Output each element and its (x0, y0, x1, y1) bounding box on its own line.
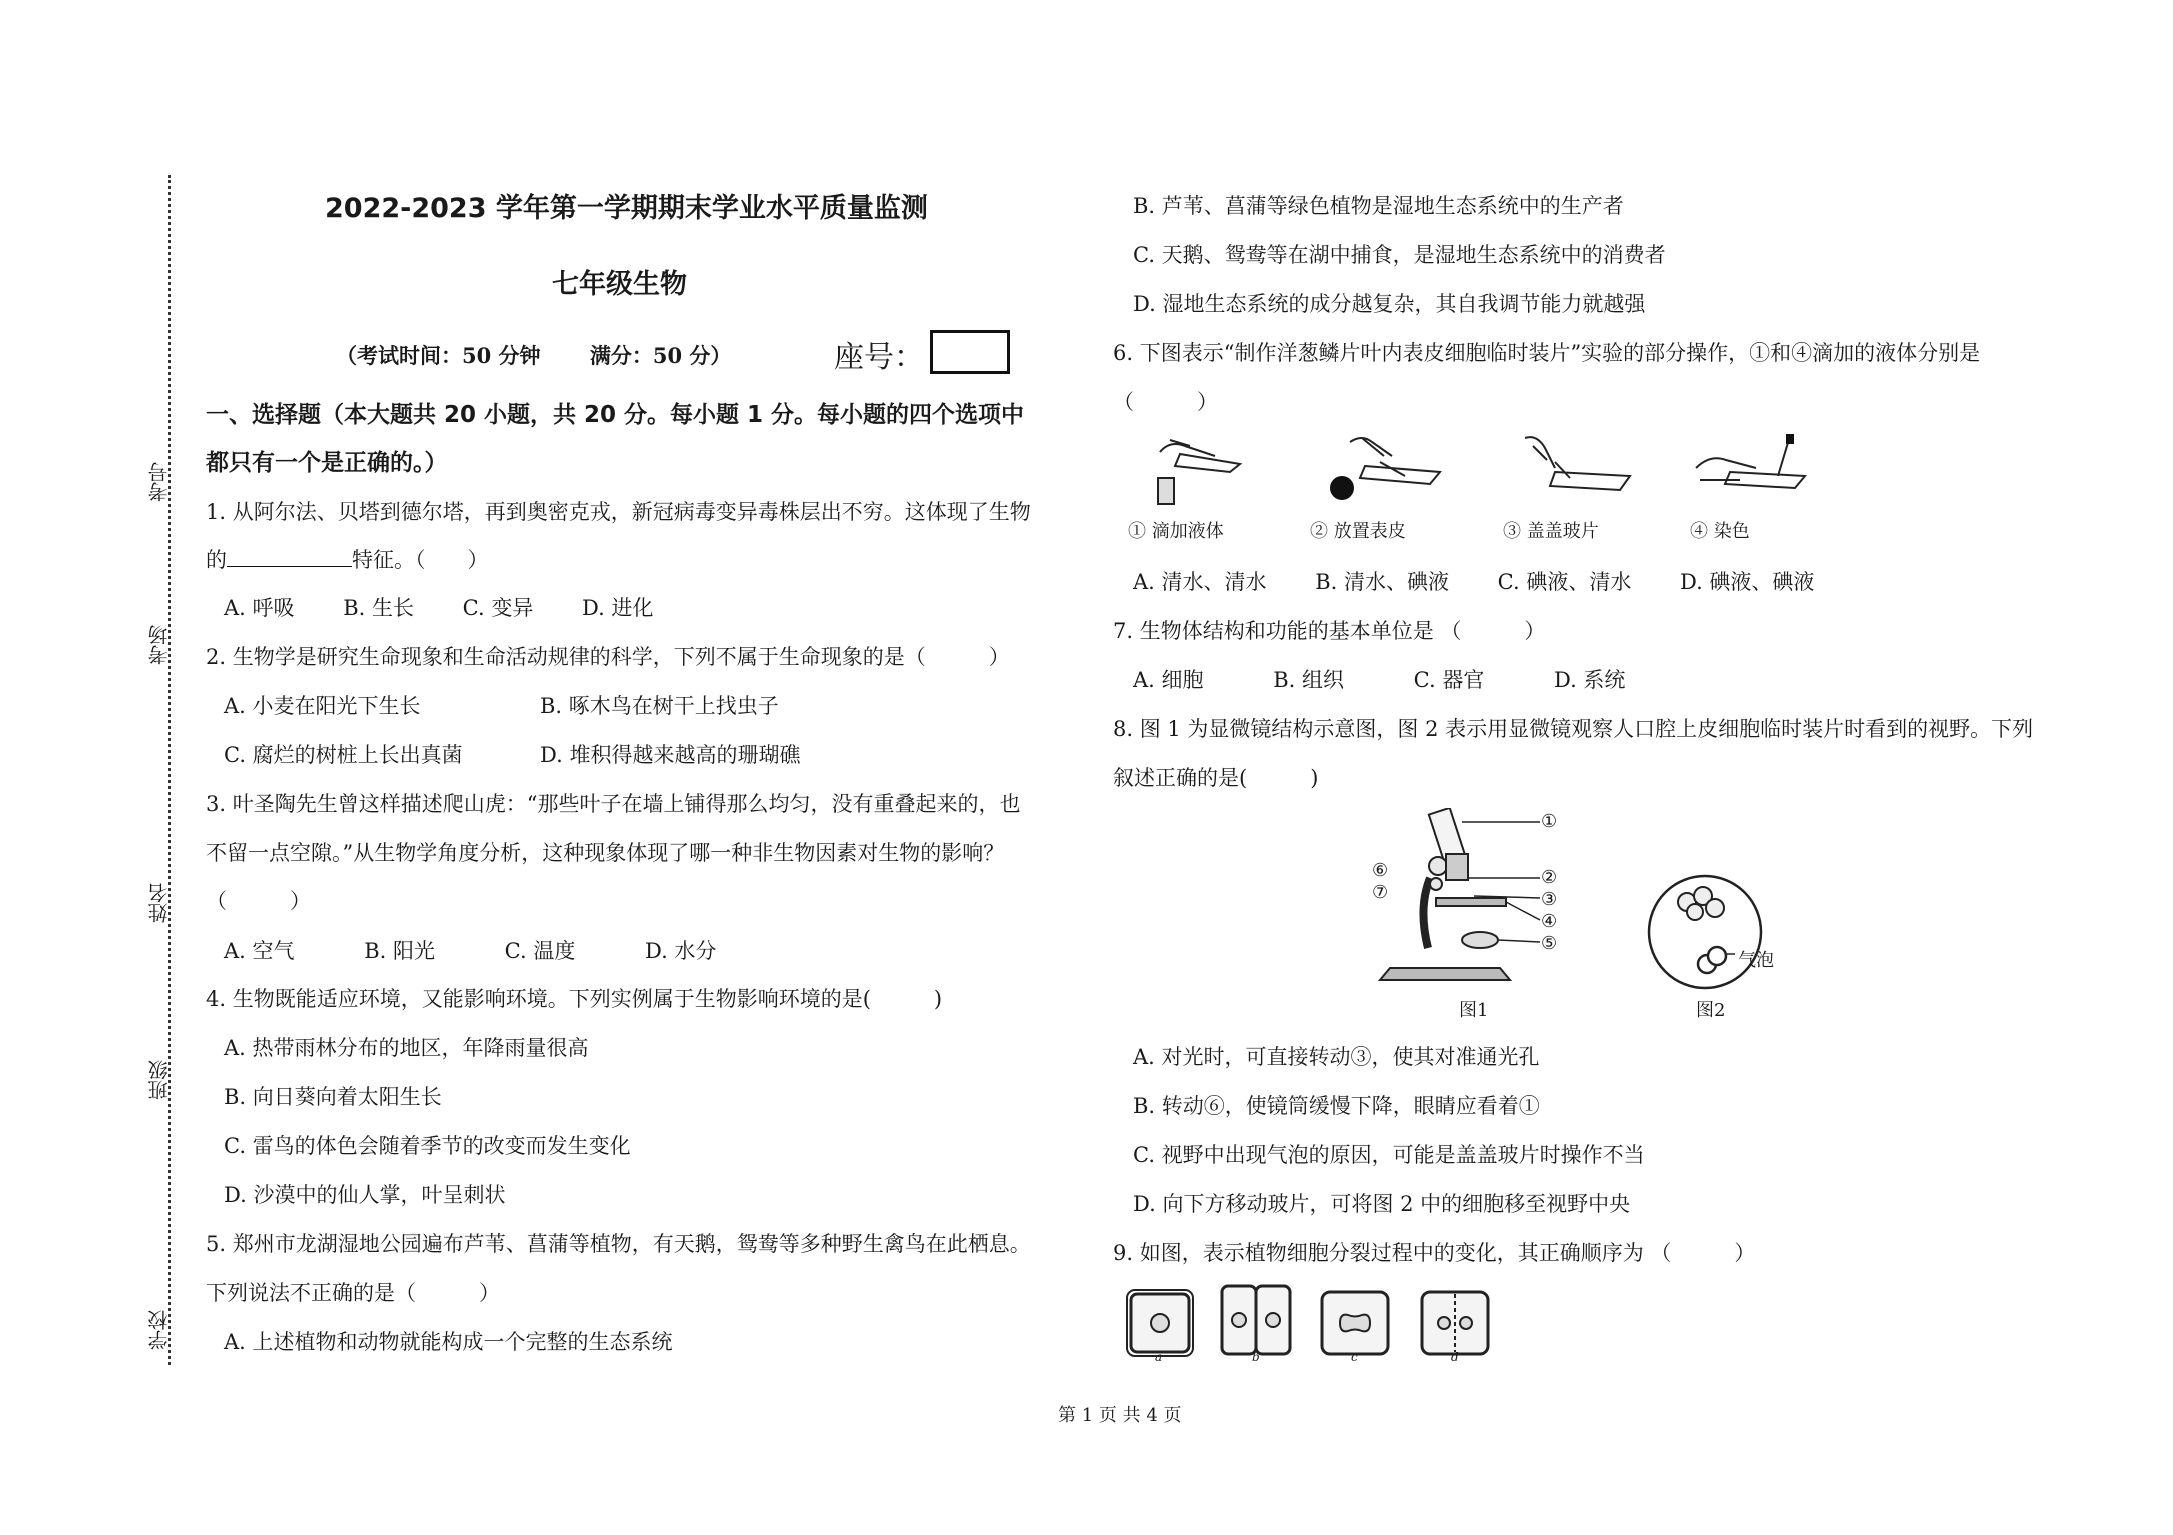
binding-label-class: 班级 (147, 1060, 171, 1100)
q5-option-b: B. 芦苇、菖蒲等绿色植物是湿地生态系统中的生产者 (1133, 194, 1624, 218)
q8-fig1-caption: 图1 (1459, 1000, 1489, 1021)
q6-fig-label-4: ④ 染色 (1690, 521, 1750, 542)
q4-option-c: C. 雷鸟的体色会随着季节的改变而发生变化 (224, 1134, 631, 1158)
binding-label-school: 学校 (147, 1310, 171, 1350)
q7-stem: 7. 生物体结构和功能的基本单位是 （ ） (1113, 619, 1546, 643)
q6-figure-drop-liquid (1140, 432, 1270, 512)
q3-line2: 不留一点空隙。”从生物学角度分析，这种现象体现了哪一种非生物因素对生物的影响？ (206, 841, 1005, 865)
q2-option-d: D. 堆积得越来越高的珊瑚礁 (540, 743, 801, 767)
q4-option-d: D. 沙漠中的仙人掌，叶呈刺状 (224, 1183, 506, 1207)
q6-fig-label-2: ② 放置表皮 (1310, 521, 1406, 542)
q6-options: A. 清水、清水 B. 清水、碘液 C. 碘液、清水 D. 碘液、碘液 (1133, 570, 1815, 594)
page-number: 第 1 页 共 4 页 (1058, 1405, 1182, 1426)
q8-part-7: ⑦ (1372, 882, 1389, 903)
q8-option-d: D. 向下方移动玻片，可将图 2 中的细胞移至视野中央 (1133, 1192, 1631, 1216)
binding-label-exam-number: 考号 (147, 462, 171, 502)
q3-line1: 3. 叶圣陶先生曾这样描述爬山虎：“那些叶子在墙上铺得那么均匀，没有重叠起来的，也 (206, 792, 1021, 816)
q8-fig2-caption: 图2 (1696, 1000, 1726, 1021)
q8-part-5: ⑤ (1541, 933, 1558, 954)
q5-option-c: C. 天鹅、鸳鸯等在湖中捕食，是湿地生态系统中的消费者 (1133, 243, 1666, 267)
binding-dotted-line (168, 175, 173, 1365)
q9-cell-d (1418, 1288, 1492, 1358)
q2-option-c: C. 腐烂的树桩上长出真菌 (224, 743, 463, 767)
q6-figure-place-epidermis (1320, 432, 1450, 512)
q1-answer-blank[interactable] (227, 546, 352, 567)
q8-microscope-diagram (1370, 808, 1570, 988)
q5-option-a: A. 上述植物和动物就能构成一个完整的生态系统 (224, 1330, 673, 1354)
q6-fig-label-3: ③ 盖盖玻片 (1503, 521, 1599, 542)
seat-number-box[interactable] (930, 330, 1010, 374)
q8-line2: 叙述正确的是( ) (1113, 766, 1319, 790)
q6-figure-stain (1690, 432, 1820, 512)
q8-field-of-view (1645, 872, 1775, 992)
binding-label-exam-room: 考场 (147, 625, 171, 665)
q8-part-4: ④ (1541, 911, 1558, 932)
section1-heading-line1: 一、选择题（本大题共 20 小题，共 20 分。每小题 1 分。每小题的四个选项中 (206, 402, 1025, 428)
q2-option-a: A. 小麦在阳光下生长 (224, 694, 421, 718)
q5-line1: 5. 郑州市龙湖湿地公园遍布芦苇、菖蒲等植物，有天鹅，鸳鸯等多种野生禽鸟在此栖息。 (206, 1232, 1031, 1256)
q9-stem: 9. 如图，表示植物细胞分裂过程中的变化，其正确顺序为 （ ） (1113, 1241, 1756, 1265)
q4-stem: 4. 生物既能适应环境，又能影响环境。下列实例属于生物影响环境的是( ) (206, 987, 943, 1011)
q7-options: A. 细胞 B. 组织 C. 器官 D. 系统 (1133, 668, 1626, 692)
q8-part-1: ① (1541, 811, 1558, 832)
q9-label-c: c (1351, 1350, 1358, 1364)
q8-part-6: ⑥ (1372, 860, 1389, 881)
q1-line2 (206, 544, 489, 574)
q8-part-2: ② (1541, 867, 1558, 888)
q9-cell-a (1125, 1288, 1195, 1358)
q4-option-a: A. 热带雨林分布的地区，年降雨量很高 (224, 1036, 589, 1060)
exam-title: 2022-2023 学年第一学期期末学业水平质量监测 (325, 193, 928, 224)
q6-fig-label-1: ① 滴加液体 (1128, 521, 1224, 542)
q8-bubble-label: 气泡 (1738, 950, 1774, 971)
subject-title: 七年级生物 (552, 269, 687, 300)
q8-line1: 8. 图 1 为显微镜结构示意图，图 2 表示用显微镜观察人口腔上皮细胞临时装片时看到的视野。下列 (1113, 717, 2034, 741)
q9-label-a: a (1155, 1350, 1163, 1364)
q8-option-c: C. 视野中出现气泡的原因，可能是盖盖玻片时操作不当 (1133, 1143, 1645, 1167)
q1-options: A. 呼吸 B. 生长 C. 变异 D. 进化 (224, 596, 654, 620)
q9-label-d: d (1451, 1350, 1459, 1364)
q3-options: A. 空气 B. 阳光 C. 温度 D. 水分 (224, 939, 717, 963)
q1-line1: 1. 从阿尔法、贝塔到德尔塔，再到奥密克戎，新冠病毒变异毒株层出不穷。这体现了生物 (206, 500, 1031, 524)
q2-stem: 2. 生物学是研究生命现象和生命活动规律的科学，下列不属于生命现象的是（ ） (206, 645, 1010, 669)
section1-heading-line2: 都只有一个是正确的。） (206, 450, 448, 476)
q9-cell-b (1218, 1280, 1294, 1360)
q6-figure-cover-slip (1515, 432, 1645, 512)
q9-label-b: b (1252, 1350, 1260, 1364)
q8-part-3: ③ (1541, 889, 1558, 910)
q5-line2: 下列说法不正确的是（ ） (206, 1281, 500, 1305)
q9-cell-c (1318, 1288, 1392, 1358)
binding-label-name: 姓名 (147, 883, 171, 923)
q2-option-b: B. 啄木鸟在树干上找虫子 (540, 694, 779, 718)
seat-label: 座号： (834, 340, 924, 375)
q8-option-a: A. 对光时，可直接转动③，使其对准通光孔 (1133, 1045, 1540, 1069)
q1-line2-post: 特征。（ ） (352, 548, 489, 572)
q5-option-d: D. 湿地生态系统的成分越复杂，其自我调节能力就越强 (1133, 292, 1646, 316)
q8-option-b: B. 转动⑥，使镜筒缓慢下降，眼睛应看着① (1133, 1094, 1540, 1118)
exam-info: （考试时间：50 分钟 满分：50 分） (336, 343, 732, 368)
q6-line1: 6. 下图表示“制作洋葱鳞片叶内表皮细胞临时装片”实验的部分操作，①和④滴加的液体分别是 (1113, 341, 1981, 365)
q4-option-b: B. 向日葵向着太阳生长 (224, 1085, 442, 1109)
q1-line2-pre: 的 (206, 548, 227, 572)
q6-line2: （ ） (1113, 390, 1218, 414)
q3-line3: （ ） (206, 889, 311, 913)
